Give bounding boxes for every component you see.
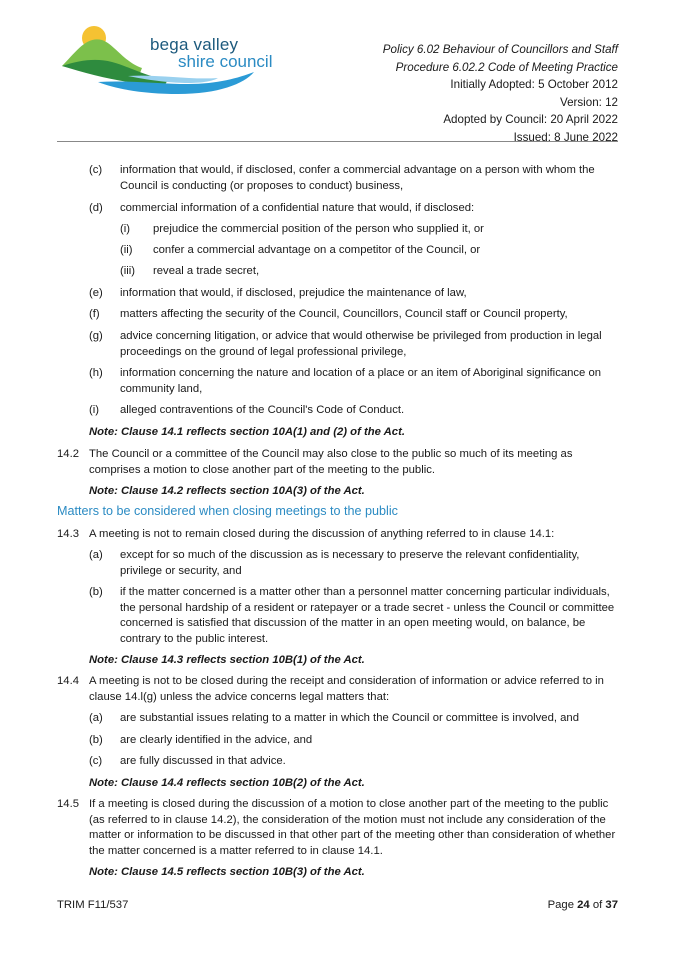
page-number: Page 24 of 37 bbox=[547, 899, 618, 911]
note-14-2: Note: Clause 14.2 reflects section 10A(3) of the Act. bbox=[89, 485, 365, 497]
header-divider bbox=[57, 141, 618, 142]
initially-adopted: Initially Adopted: 5 October 2012 bbox=[450, 78, 618, 91]
note-14-1: Note: Clause 14.1 reflects section 10A(1) and (2) of the Act. bbox=[89, 426, 405, 438]
logo-text-line2: shire council bbox=[178, 52, 273, 71]
policy-title: Policy 6.02 Behaviour of Councillors and Staff bbox=[382, 43, 618, 56]
document-header bbox=[383, 41, 618, 146]
section-heading: Matters to be considered when closing meetings to the public bbox=[57, 504, 398, 518]
issued-date: Issued: 8 June 2022 bbox=[513, 130, 618, 144]
note-14-4: Note: Clause 14.4 reflects section 10B(2) of the Act. bbox=[89, 777, 365, 789]
procedure-title: Procedure 6.02.2 Code of Meeting Practice bbox=[395, 60, 618, 74]
version: Version: 12 bbox=[559, 95, 618, 109]
logo-text-line1: bega valley bbox=[150, 35, 239, 54]
note-14-5: Note: Clause 14.5 reflects section 10B(3) of the Act. bbox=[89, 866, 365, 878]
adopted-by-council: Adopted by Council: 20 April 2022 bbox=[443, 113, 618, 126]
note-14-3: Note: Clause 14.3 reflects section 10B(1) of the Act. bbox=[89, 654, 365, 666]
trim-reference: TRIM F11/537 bbox=[57, 899, 129, 911]
